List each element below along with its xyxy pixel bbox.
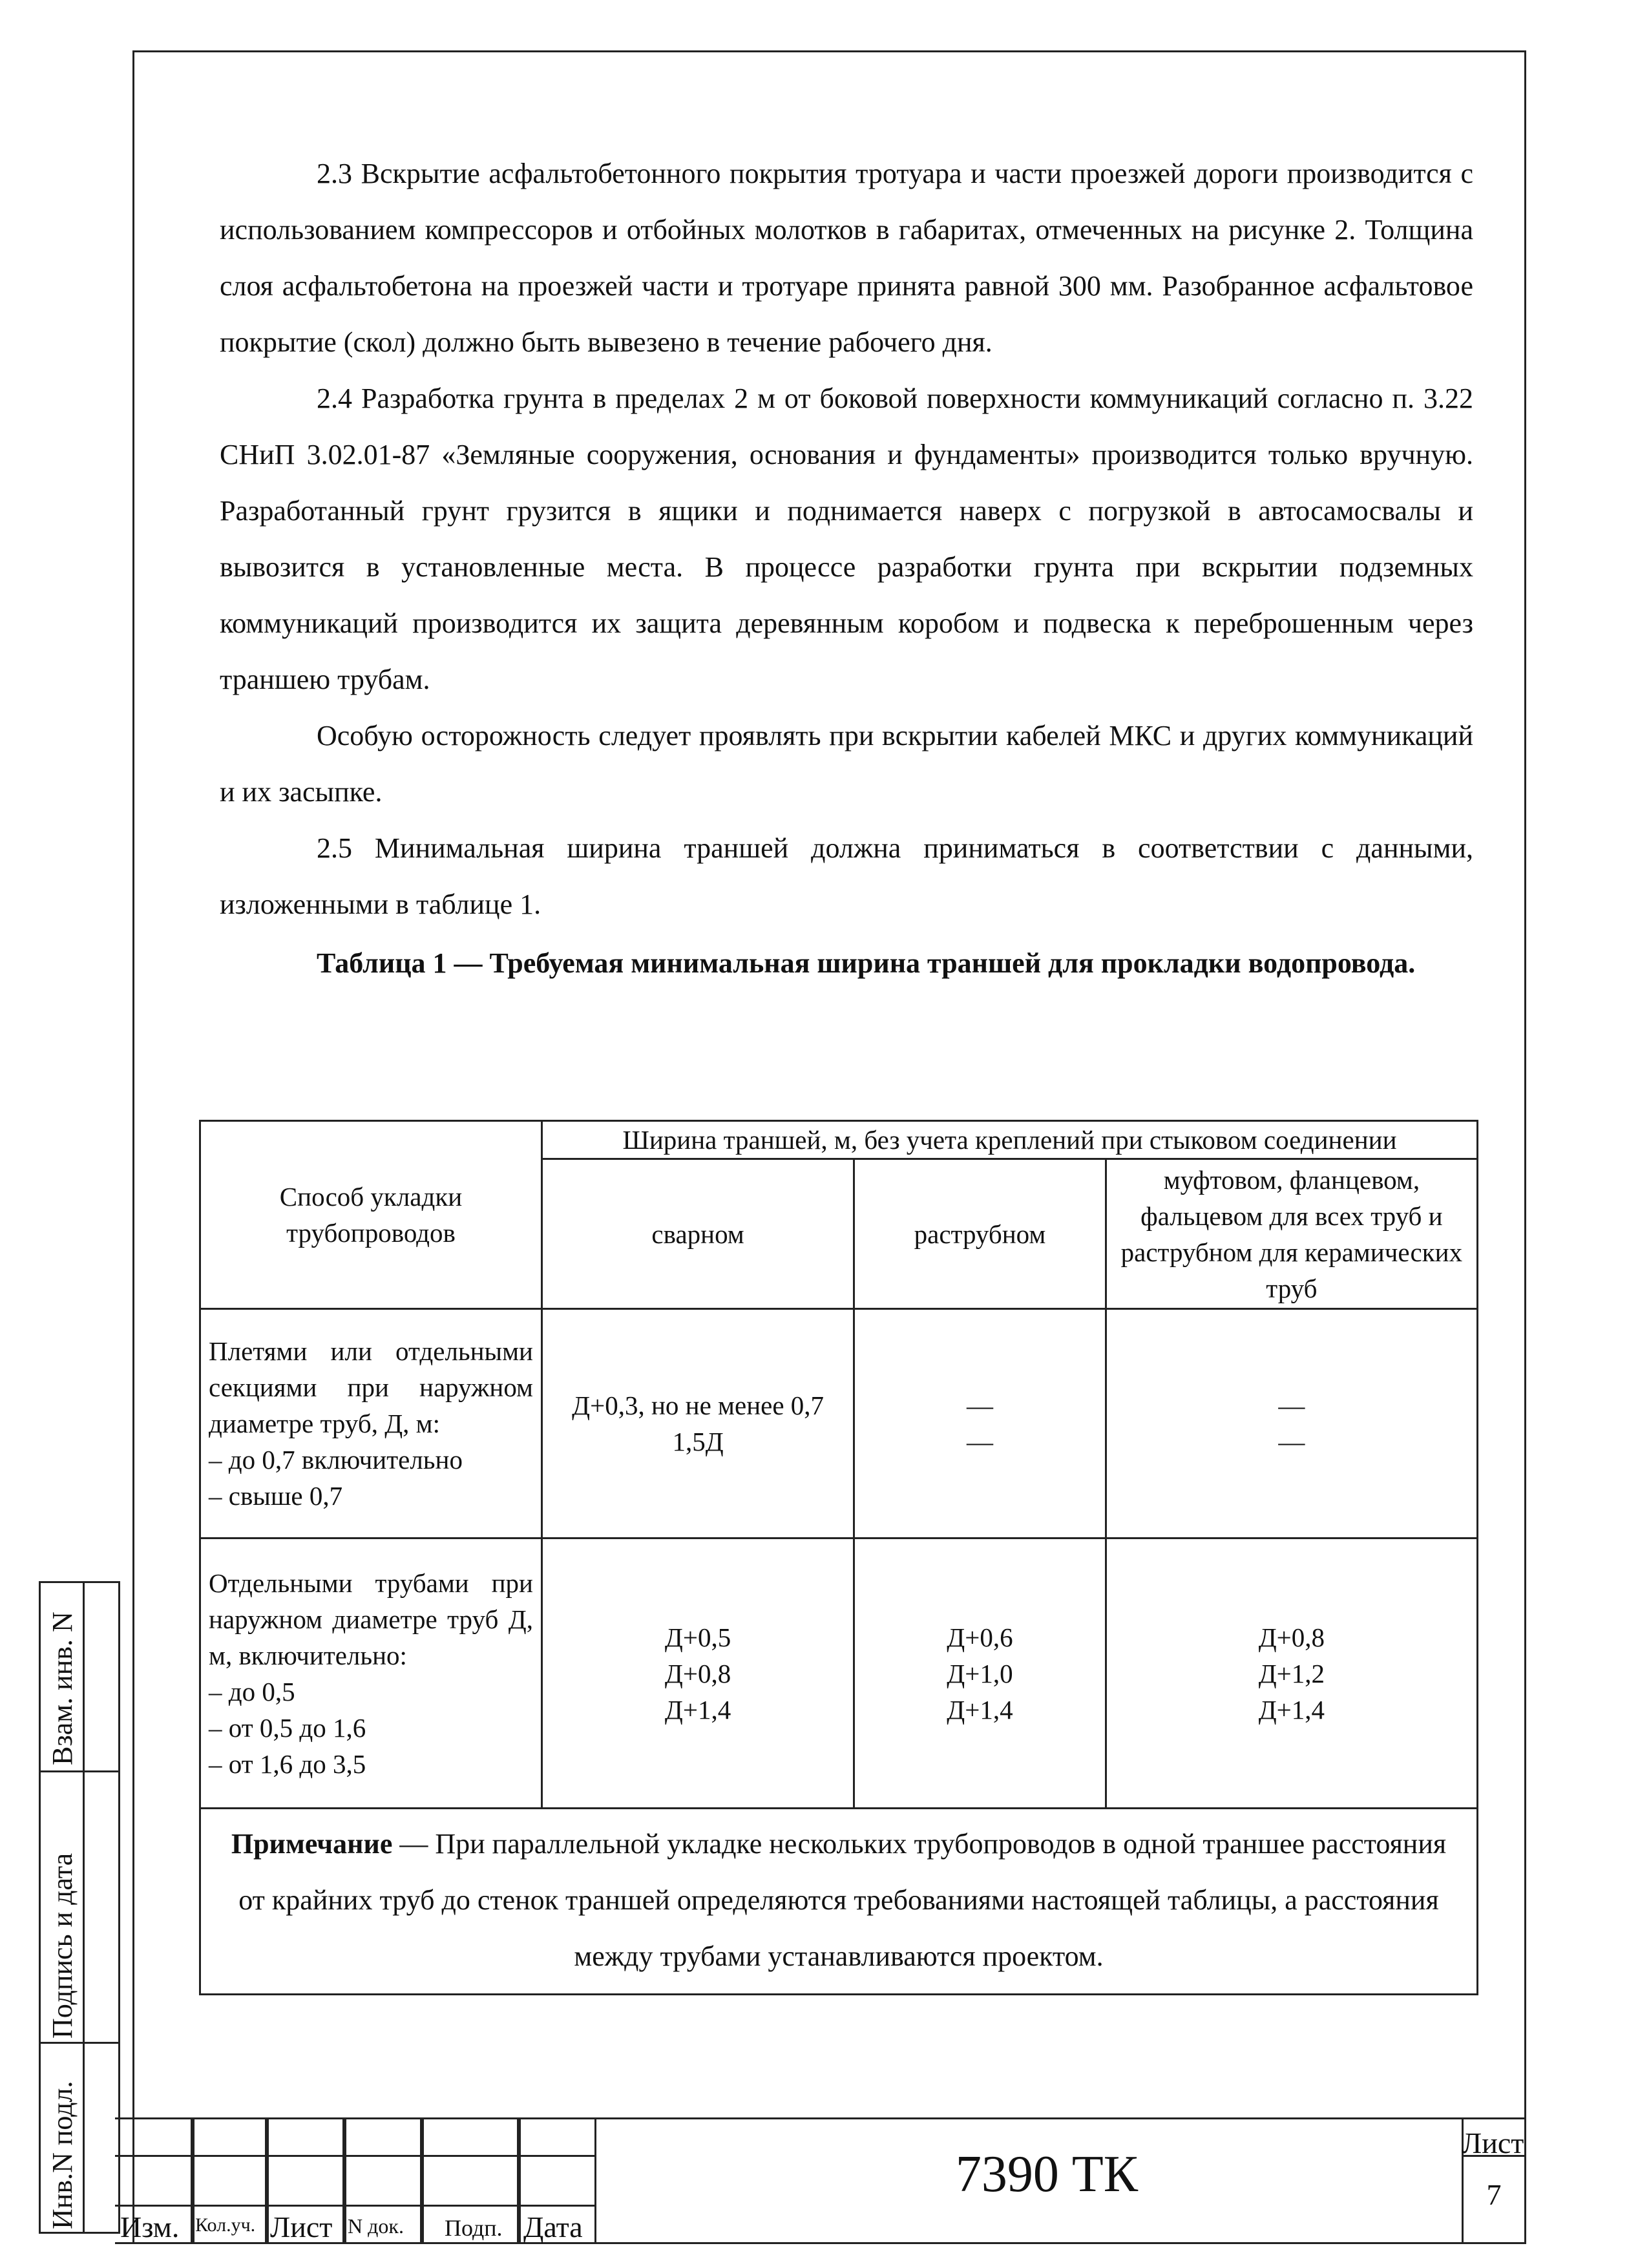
label-izm: Изм. (120, 2210, 180, 2243)
group2-other (1106, 1538, 1477, 1809)
header-welded: сварном (542, 1159, 854, 1309)
label-n-dok: N док. (348, 2214, 404, 2238)
label-data: Дата (523, 2210, 583, 2243)
paragraph-caution: Особую осторожность следует проявлять при вскрытии кабелей МКС и других коммуникаций и их засыпке. (220, 720, 1473, 808)
header-method: Способ укладки трубопроводов (200, 1121, 542, 1309)
trench-width-table (199, 1120, 1478, 1995)
group1-cell (200, 1309, 542, 1538)
sheet-number: 7 (1486, 2178, 1502, 2211)
side-stamp (39, 1581, 120, 2234)
group1-row2-other: — (1278, 1427, 1305, 1456)
label-kol-uch: Кол.уч. (195, 2214, 256, 2236)
stamp-podpis-data: Подпись и дата (47, 1853, 78, 2039)
group1-row1-socket: — (966, 1391, 993, 1420)
group2-row1-welded: Д+0,5 (664, 1622, 731, 1652)
table-group-1 (200, 1309, 1478, 1538)
group1-other (1106, 1309, 1477, 1538)
table-note (200, 1809, 1478, 1995)
sheet-label: Лист (1462, 2126, 1524, 2159)
group2-row2-welded: Д+0,8 (664, 1658, 731, 1688)
table-header-row-1 (200, 1121, 1478, 1159)
group2-row3-label: – от 1,6 до 3,5 (209, 1748, 366, 1779)
group2-row2-socket: Д+1,0 (947, 1658, 1013, 1688)
group2-row1-socket: Д+0,6 (947, 1622, 1013, 1652)
group2-label: Отдельными трубами при наружном диаметре труб Д, м, включительно: (209, 1568, 533, 1670)
paragraph-2-4: 2.4 Разработка грунта в пределах 2 м от боковой поверхности коммуникаций согласно п. 3.22 СНиП 3.02.01-87 «Земляные сооружения, основания и фундаменты» производится только вручную. Разработанный грунт грузится в ящики и поднимается наверх с погрузкой в автосамосвалы и вывозится в установленные места. В процессе разработки грунта при вскрытии подземных коммуникаций производится их защита деревянным коробом и подвеска к переброшенным через траншею трубам. (220, 383, 1473, 695)
note-label: Примечание (231, 1828, 393, 1860)
group2-row3-other: Д+1,4 (1258, 1694, 1325, 1725)
group1-row1-other: — (1278, 1391, 1305, 1420)
label-list: Лист (270, 2210, 333, 2243)
group1-row2-label: – свыше 0,7 (209, 1481, 343, 1511)
group2-row2-other: Д+1,2 (1258, 1658, 1325, 1688)
header-socket: раструбном (854, 1159, 1106, 1309)
table-note-row (200, 1809, 1478, 1995)
paragraph-2-5: 2.5 Минимальная ширина траншей должна приниматься в соответствии с данными, изложенными в таблице 1. (220, 832, 1473, 920)
group1-row2-welded: 1,5Д (672, 1427, 724, 1456)
header-other: муфтовом, фланцевом, фальцевом для всех труб и раструбном для керамических труб (1106, 1159, 1477, 1309)
group2-row2-label: – от 0,5 до 1,6 (209, 1712, 366, 1743)
title-block (115, 2117, 1526, 2244)
group2-row3-socket: Д+1,4 (947, 1694, 1013, 1725)
paragraph-2-3: 2.3 Вскрытие асфальтобетонного покрытия тротуара и части проезжей дороги производится с использованием компрессоров и отбойных молотков в габаритах, отмеченных на рисунке 2. Толщина слоя асфальтобетона на проезжей части и тротуаре принята равной 300 мм. Разобранное асфальтовое покрытие (скол) должно быть вывезено в течение рабочего дня. (220, 158, 1473, 358)
group2-row1-label: – до 0,5 (209, 1676, 295, 1706)
group1-welded (542, 1309, 854, 1538)
header-group: Ширина траншей, м, без учета креплений при стыковом соединении (542, 1121, 1478, 1159)
table-group-2 (200, 1538, 1478, 1809)
table-caption: Таблица 1 — Требуемая минимальная ширина траншей для прокладки водопровода. (317, 947, 1416, 979)
group1-socket (854, 1309, 1106, 1538)
group1-row1-welded: Д+0,3, но не менее 0,7 (572, 1391, 824, 1420)
group2-row1-other: Д+0,8 (1258, 1622, 1325, 1652)
group2-row3-welded: Д+1,4 (664, 1694, 731, 1725)
body-text (220, 145, 1473, 991)
group1-row1-label: – до 0,7 включительно (209, 1445, 463, 1475)
group2-welded (542, 1538, 854, 1809)
document-code: 7390 ТК (955, 2146, 1139, 2203)
group2-cell (200, 1538, 542, 1809)
stamp-vzam-inv: Взам. инв. N (47, 1612, 78, 1765)
grid-rows (115, 2155, 596, 2207)
stamp-inv-podl: Инв.N подл. (47, 2081, 78, 2229)
group2-socket (854, 1538, 1106, 1809)
label-podp: Подп. (445, 2215, 503, 2241)
note-text: — При параллельной укладке нескольких трубопроводов в одной траншее расстояния от крайних труб до стенок траншей определяются требованиями настоящей таблицы, а расстояния между трубами устанавливаются проектом. (238, 1828, 1447, 1972)
group1-row2-socket: — (966, 1427, 993, 1456)
group1-label: Плетями или отдельными секциями при наружном диаметре труб, Д, м: (209, 1336, 533, 1438)
